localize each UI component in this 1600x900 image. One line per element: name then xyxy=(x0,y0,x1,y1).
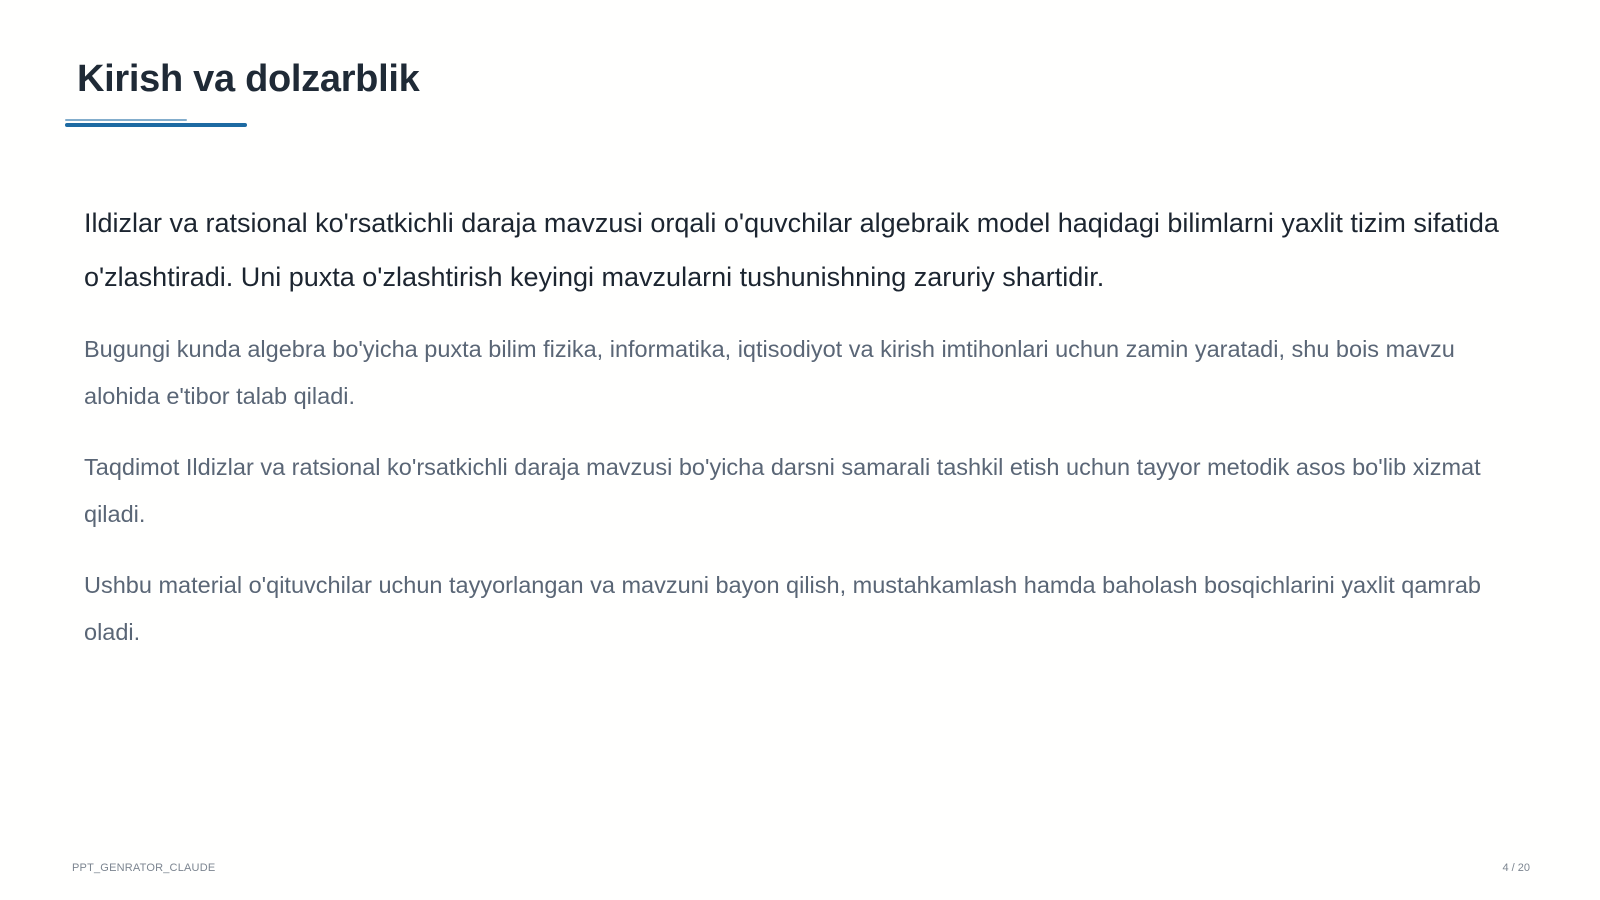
page-number: 4 / 20 xyxy=(1502,862,1530,874)
slide-title: Kirish va dolzarblik xyxy=(77,58,420,100)
slide-content xyxy=(84,196,1524,680)
body-paragraph-2: Taqdimot Ildizlar va ratsional ko'rsatkichli daraja mavzusi bo'yicha darsni samarali tashkil etish uchun tayyor metodik asos bo'lib xizmat qiladi. xyxy=(84,454,1481,527)
footer-source-label: PPT_GENRATOR_CLAUDE xyxy=(72,862,216,874)
body-paragraph-1: Bugungi kunda algebra bo'yicha puxta bilim fizika, informatika, iqtisodiyot va kirish imtihonlari uchun zamin yaratadi, shu bois mavzu alohida e'tibor talab qiladi. xyxy=(84,336,1455,409)
title-underline-accent xyxy=(65,119,187,121)
body-paragraph-3: Ushbu material o'qituvchilar uchun tayyorlangan va mavzuni bayon qilish, mustahkamlash hamda baholash bosqichlarini yaxlit qamrab oladi. xyxy=(84,572,1481,645)
title-underline xyxy=(65,123,247,127)
lead-paragraph: Ildizlar va ratsional ko'rsatkichli daraja mavzusi orqali o'quvchilar algebraik model haqidagi bilimlarni yaxlit tizim sifatida o'zlashtiradi. Uni puxta o'zlashtirish keyingi mavzularni tushunishning zaruriy shartidir. xyxy=(84,208,1499,292)
